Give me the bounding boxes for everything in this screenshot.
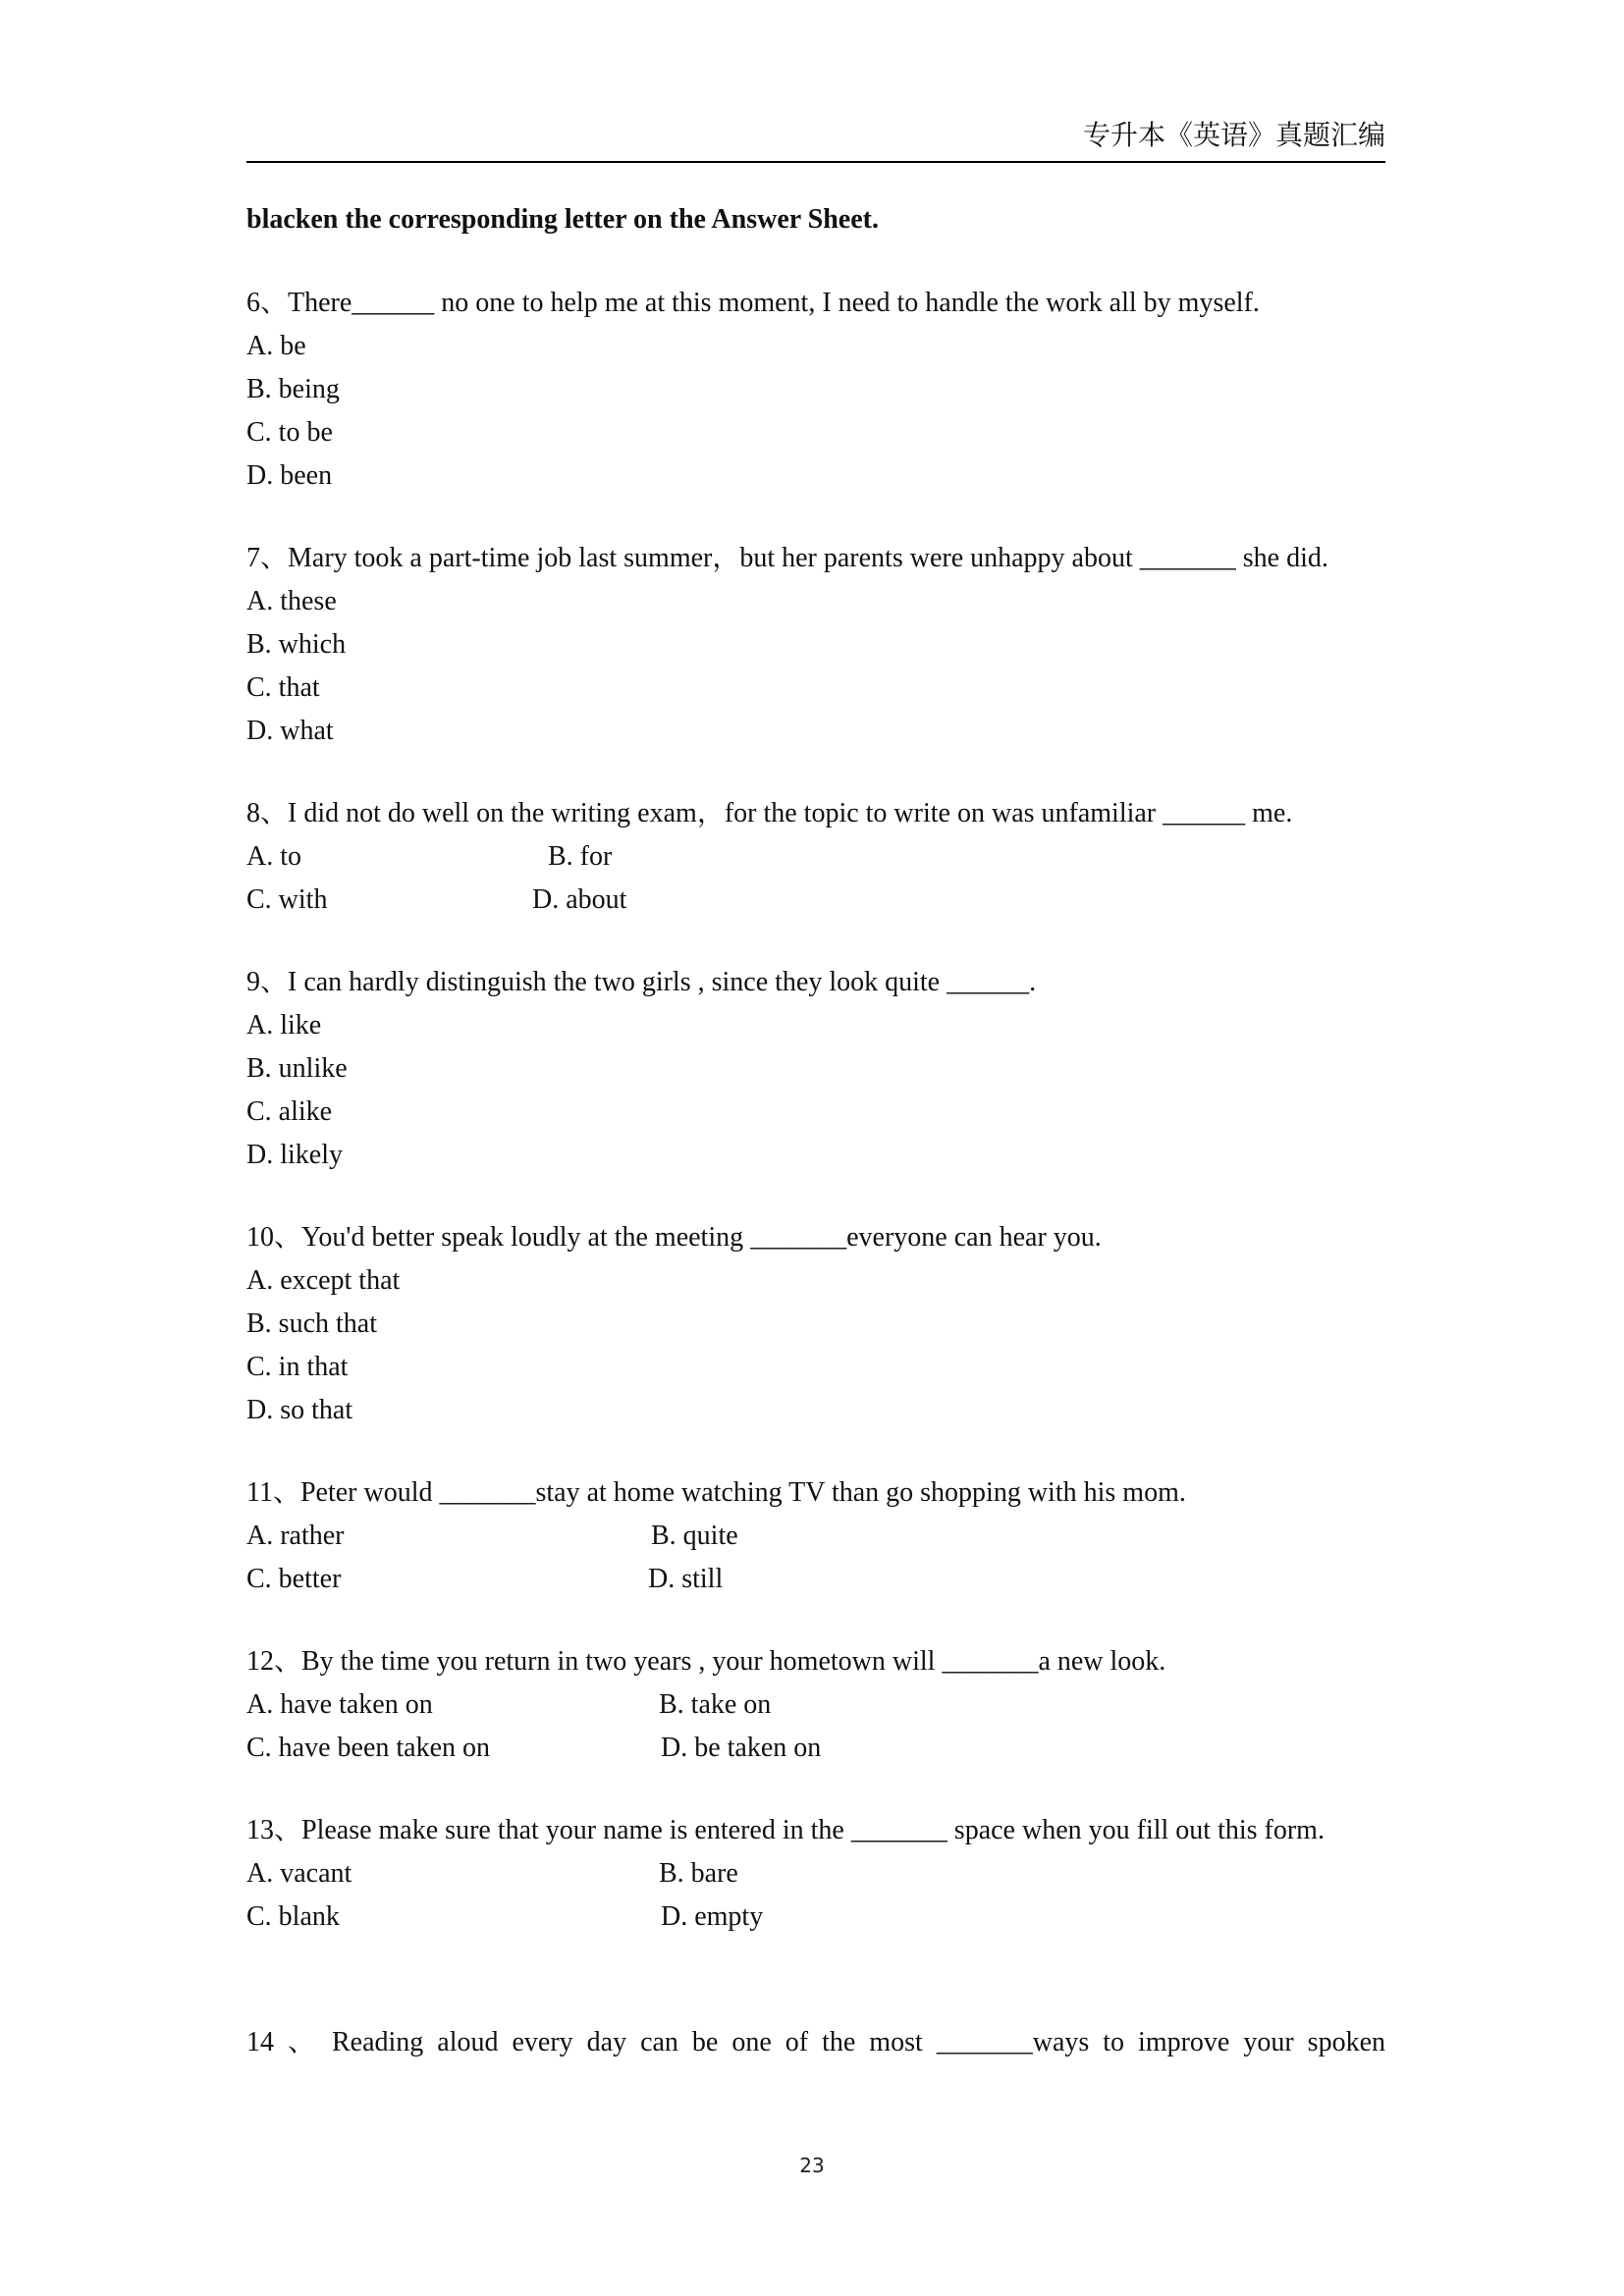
question-13 bbox=[246, 1809, 1385, 1939]
option-b: B. which bbox=[246, 629, 347, 660]
option-row bbox=[246, 1515, 1385, 1558]
option-d: D. empty bbox=[661, 1901, 764, 1932]
option-c: C. have been taken on bbox=[246, 1733, 491, 1763]
question-stem: 11、Peter would _______stay at home watching TV than go shopping with his mom. bbox=[246, 1477, 1186, 1508]
option-row bbox=[246, 1727, 1385, 1770]
question-7 bbox=[246, 537, 1385, 753]
option-row bbox=[246, 1558, 1385, 1601]
option-b: B. for bbox=[548, 841, 613, 872]
question-12 bbox=[246, 1640, 1385, 1770]
page-header bbox=[246, 116, 1385, 163]
option-row bbox=[246, 1683, 1385, 1727]
option-c: C. better bbox=[246, 1564, 342, 1594]
option-row bbox=[246, 879, 1385, 922]
option-c: C. that bbox=[246, 672, 320, 703]
option-a: A. to bbox=[246, 841, 301, 872]
option-a: A. like bbox=[246, 1010, 322, 1041]
option-row bbox=[246, 1852, 1385, 1896]
page-number: 23 bbox=[799, 2154, 825, 2177]
question-stem: 10、You'd better speak loudly at the meeting _______everyone can hear you. bbox=[246, 1222, 1102, 1253]
option-row bbox=[246, 835, 1385, 879]
question-stem: 13、Please make sure that your name is entered in the _______ space when you fill out this form. bbox=[246, 1815, 1325, 1845]
question-stem: 8、I did not do well on the writing exam，for the topic to write on was unfamiliar ______ me. bbox=[246, 798, 1293, 828]
option-a: A. except that bbox=[246, 1265, 401, 1296]
option-d: D. be taken on bbox=[661, 1733, 822, 1763]
question-11 bbox=[246, 1471, 1385, 1601]
header-title: 专升本《英语》真题汇编 bbox=[1082, 119, 1385, 151]
option-d: D. what bbox=[246, 716, 334, 746]
question-8 bbox=[246, 792, 1385, 922]
question-6 bbox=[246, 282, 1385, 498]
question-stem: 7、Mary took a part-time job last summer，but her parents were unhappy about _______ she did. bbox=[246, 543, 1328, 573]
option-c: C. in that bbox=[246, 1352, 349, 1382]
option-d: D. still bbox=[648, 1564, 724, 1594]
option-c: C. blank bbox=[246, 1901, 340, 1932]
option-d: D. about bbox=[532, 884, 627, 915]
option-d: D. been bbox=[246, 460, 333, 491]
section-instruction: blacken the corresponding letter on the Answer Sheet. bbox=[246, 204, 879, 235]
option-b: B. unlike bbox=[246, 1053, 348, 1084]
option-b: B. take on bbox=[659, 1689, 772, 1720]
option-b: B. quite bbox=[651, 1521, 738, 1551]
question-10 bbox=[246, 1216, 1385, 1432]
option-b: B. being bbox=[246, 374, 340, 404]
option-a: A. rather bbox=[246, 1521, 345, 1551]
option-a: A. have taken on bbox=[246, 1689, 433, 1720]
option-a: A. these bbox=[246, 586, 337, 616]
option-b: B. bare bbox=[659, 1858, 738, 1889]
option-c: C. alike bbox=[246, 1096, 333, 1127]
question-14 bbox=[246, 2021, 1385, 2064]
question-9 bbox=[246, 961, 1385, 1177]
page-content bbox=[246, 196, 1385, 2064]
option-a: A. be bbox=[246, 331, 306, 361]
option-d: D. likely bbox=[246, 1140, 343, 1170]
question-stem: 14 、 Reading aloud every day can be one of the most _______ways to improve your spoken bbox=[246, 2027, 1385, 2057]
question-stem: 12、By the time you return in two years , your hometown will _______a new look. bbox=[246, 1646, 1166, 1677]
question-stem: 9、I can hardly distinguish the two girls , since they look quite ______. bbox=[246, 967, 1037, 997]
option-c: C. to be bbox=[246, 417, 333, 448]
option-c: C. with bbox=[246, 884, 328, 915]
question-stem: 6、There______ no one to help me at this moment, I need to handle the work all by myself. bbox=[246, 288, 1260, 318]
option-b: B. such that bbox=[246, 1308, 377, 1339]
option-row bbox=[246, 1896, 1385, 1939]
option-d: D. so that bbox=[246, 1395, 353, 1425]
option-a: A. vacant bbox=[246, 1858, 352, 1889]
